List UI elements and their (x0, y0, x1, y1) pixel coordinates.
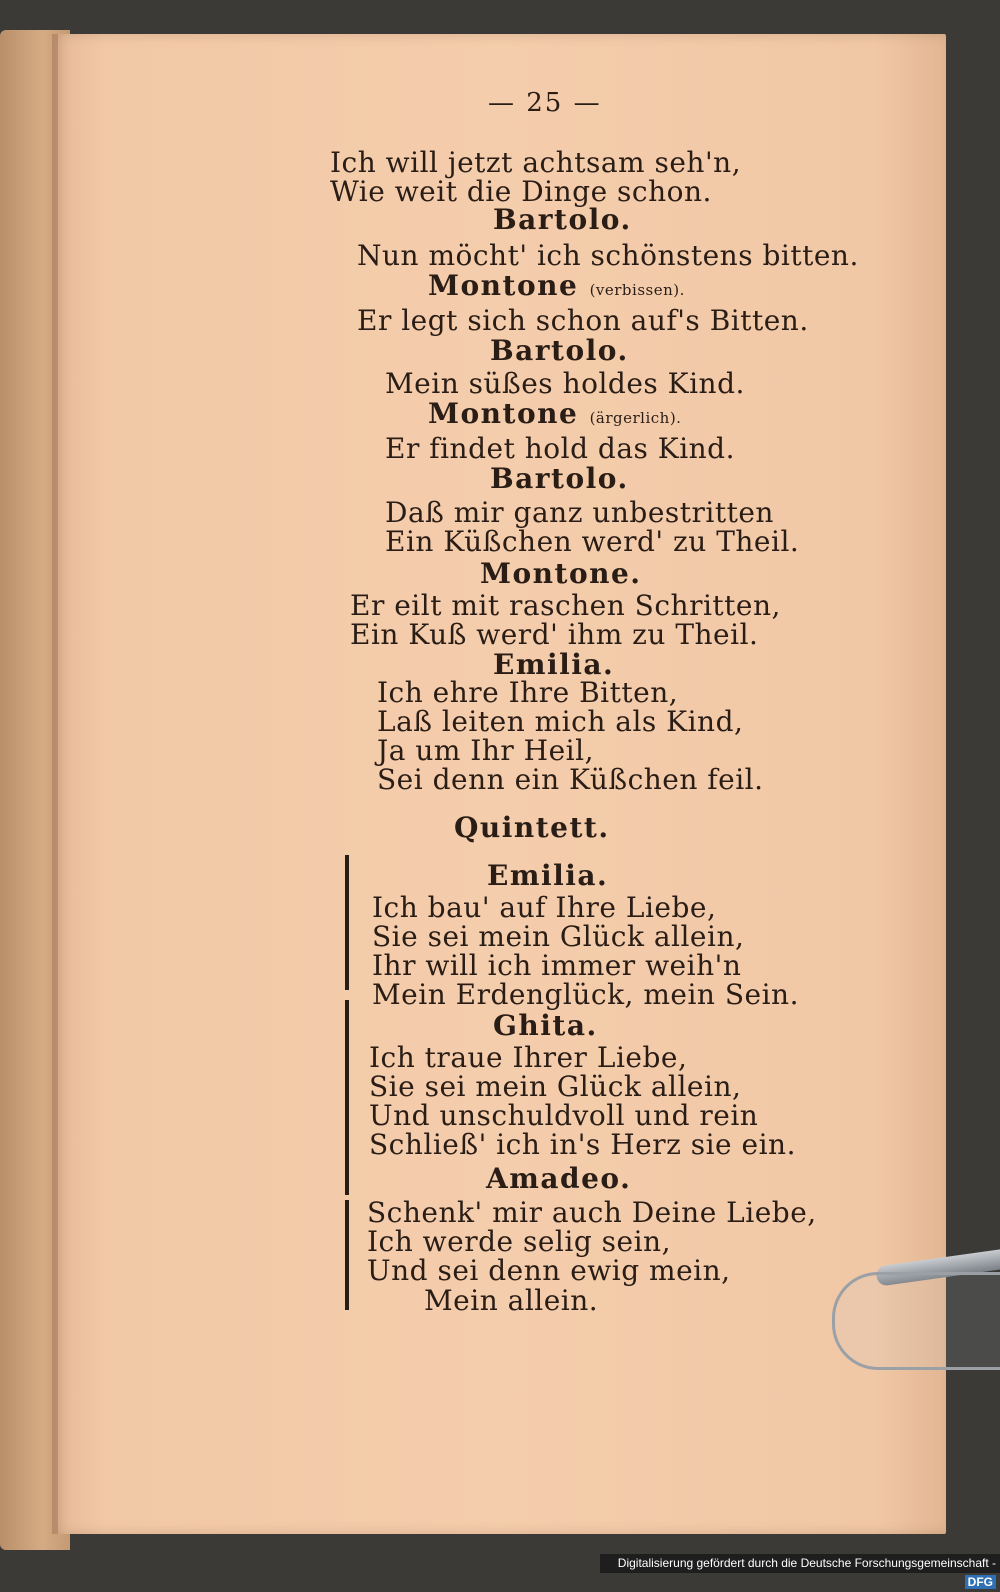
verse-line: Ja um Ihr Heil, (377, 734, 594, 767)
verse-line: Sie sei mein Glück allein, (372, 920, 745, 953)
verse-line: Schenk' mir auch Deine Liebe, (367, 1196, 817, 1229)
verse-line: Mein allein. (424, 1284, 599, 1317)
verse-line: Ich will jetzt achtsam seh'n, (330, 146, 742, 179)
verse-line: Wie weit die Dinge schon. (330, 175, 712, 208)
speaker-name (428, 271, 685, 305)
verse-line: Schließ' ich in's Herz sie ein. (369, 1128, 796, 1161)
stage-direction: (ärgerlich). (589, 409, 682, 427)
speaker-name: Amadeo. (486, 1162, 632, 1195)
verse-line: Er eilt mit raschen Schritten, (350, 589, 781, 622)
verse-line: Daß mir ganz unbestritten (385, 496, 774, 529)
speaker-name-text: Montone (428, 269, 579, 302)
verse-line: Mein süßes holdes Kind. (385, 367, 745, 400)
verse-line: Sie sei mein Glück allein, (369, 1070, 742, 1103)
speaker-name-text: Montone (428, 397, 579, 430)
brace-line (345, 855, 349, 990)
verse-line: Mein Erdenglück, mein Sein. (372, 978, 799, 1011)
section-heading: Quintett. (454, 811, 610, 844)
credit-text: Digitalisierung gefördert durch die Deutsche Forschungsgemeinschaft - (617, 1556, 996, 1570)
verse-line: Und unschuldvoll und rein (369, 1099, 759, 1132)
stage-direction: (verbissen). (589, 281, 685, 299)
verse-line: Ich traue Ihrer Liebe, (369, 1041, 688, 1074)
verse-line: Laß leiten mich als Kind, (377, 705, 744, 738)
verse-line: Und sei denn ewig mein, (367, 1254, 731, 1287)
verse-line: Er legt sich schon auf's Bitten. (357, 304, 809, 337)
speaker-name: Montone. (480, 557, 642, 590)
verse-line: Ich werde selig sein, (367, 1225, 671, 1258)
brace-line (345, 1000, 349, 1195)
verse-line: Er findet hold das Kind. (385, 432, 736, 465)
brace-line (345, 1200, 349, 1310)
verse-line: Ein Küßchen werd' zu Theil. (385, 525, 800, 558)
speaker-name: Emilia. (487, 859, 609, 892)
speaker-name (428, 399, 681, 433)
speaker-name: Emilia. (493, 648, 615, 681)
speaker-name: Bartolo. (490, 334, 629, 367)
speaker-name: Bartolo. (493, 203, 632, 236)
verse-line: Ich bau' auf Ihre Liebe, (372, 891, 717, 924)
page-number: — 25 — (488, 88, 602, 118)
verse-line: Sei denn ein Küßchen feil. (377, 763, 764, 796)
verse-line: Ich ehre Ihre Bitten, (377, 676, 679, 709)
speaker-name: Bartolo. (490, 462, 629, 495)
verse-line: Nun möcht' ich schönstens bitten. (357, 239, 859, 272)
verse-line: Ein Kuß werd' ihm zu Theil. (350, 618, 759, 651)
digitization-credit (600, 1554, 1000, 1589)
speaker-name: Ghita. (493, 1009, 598, 1042)
dfg-logo: DFG (965, 1575, 996, 1589)
verse-line: Ihr will ich immer weih'n (372, 949, 742, 982)
